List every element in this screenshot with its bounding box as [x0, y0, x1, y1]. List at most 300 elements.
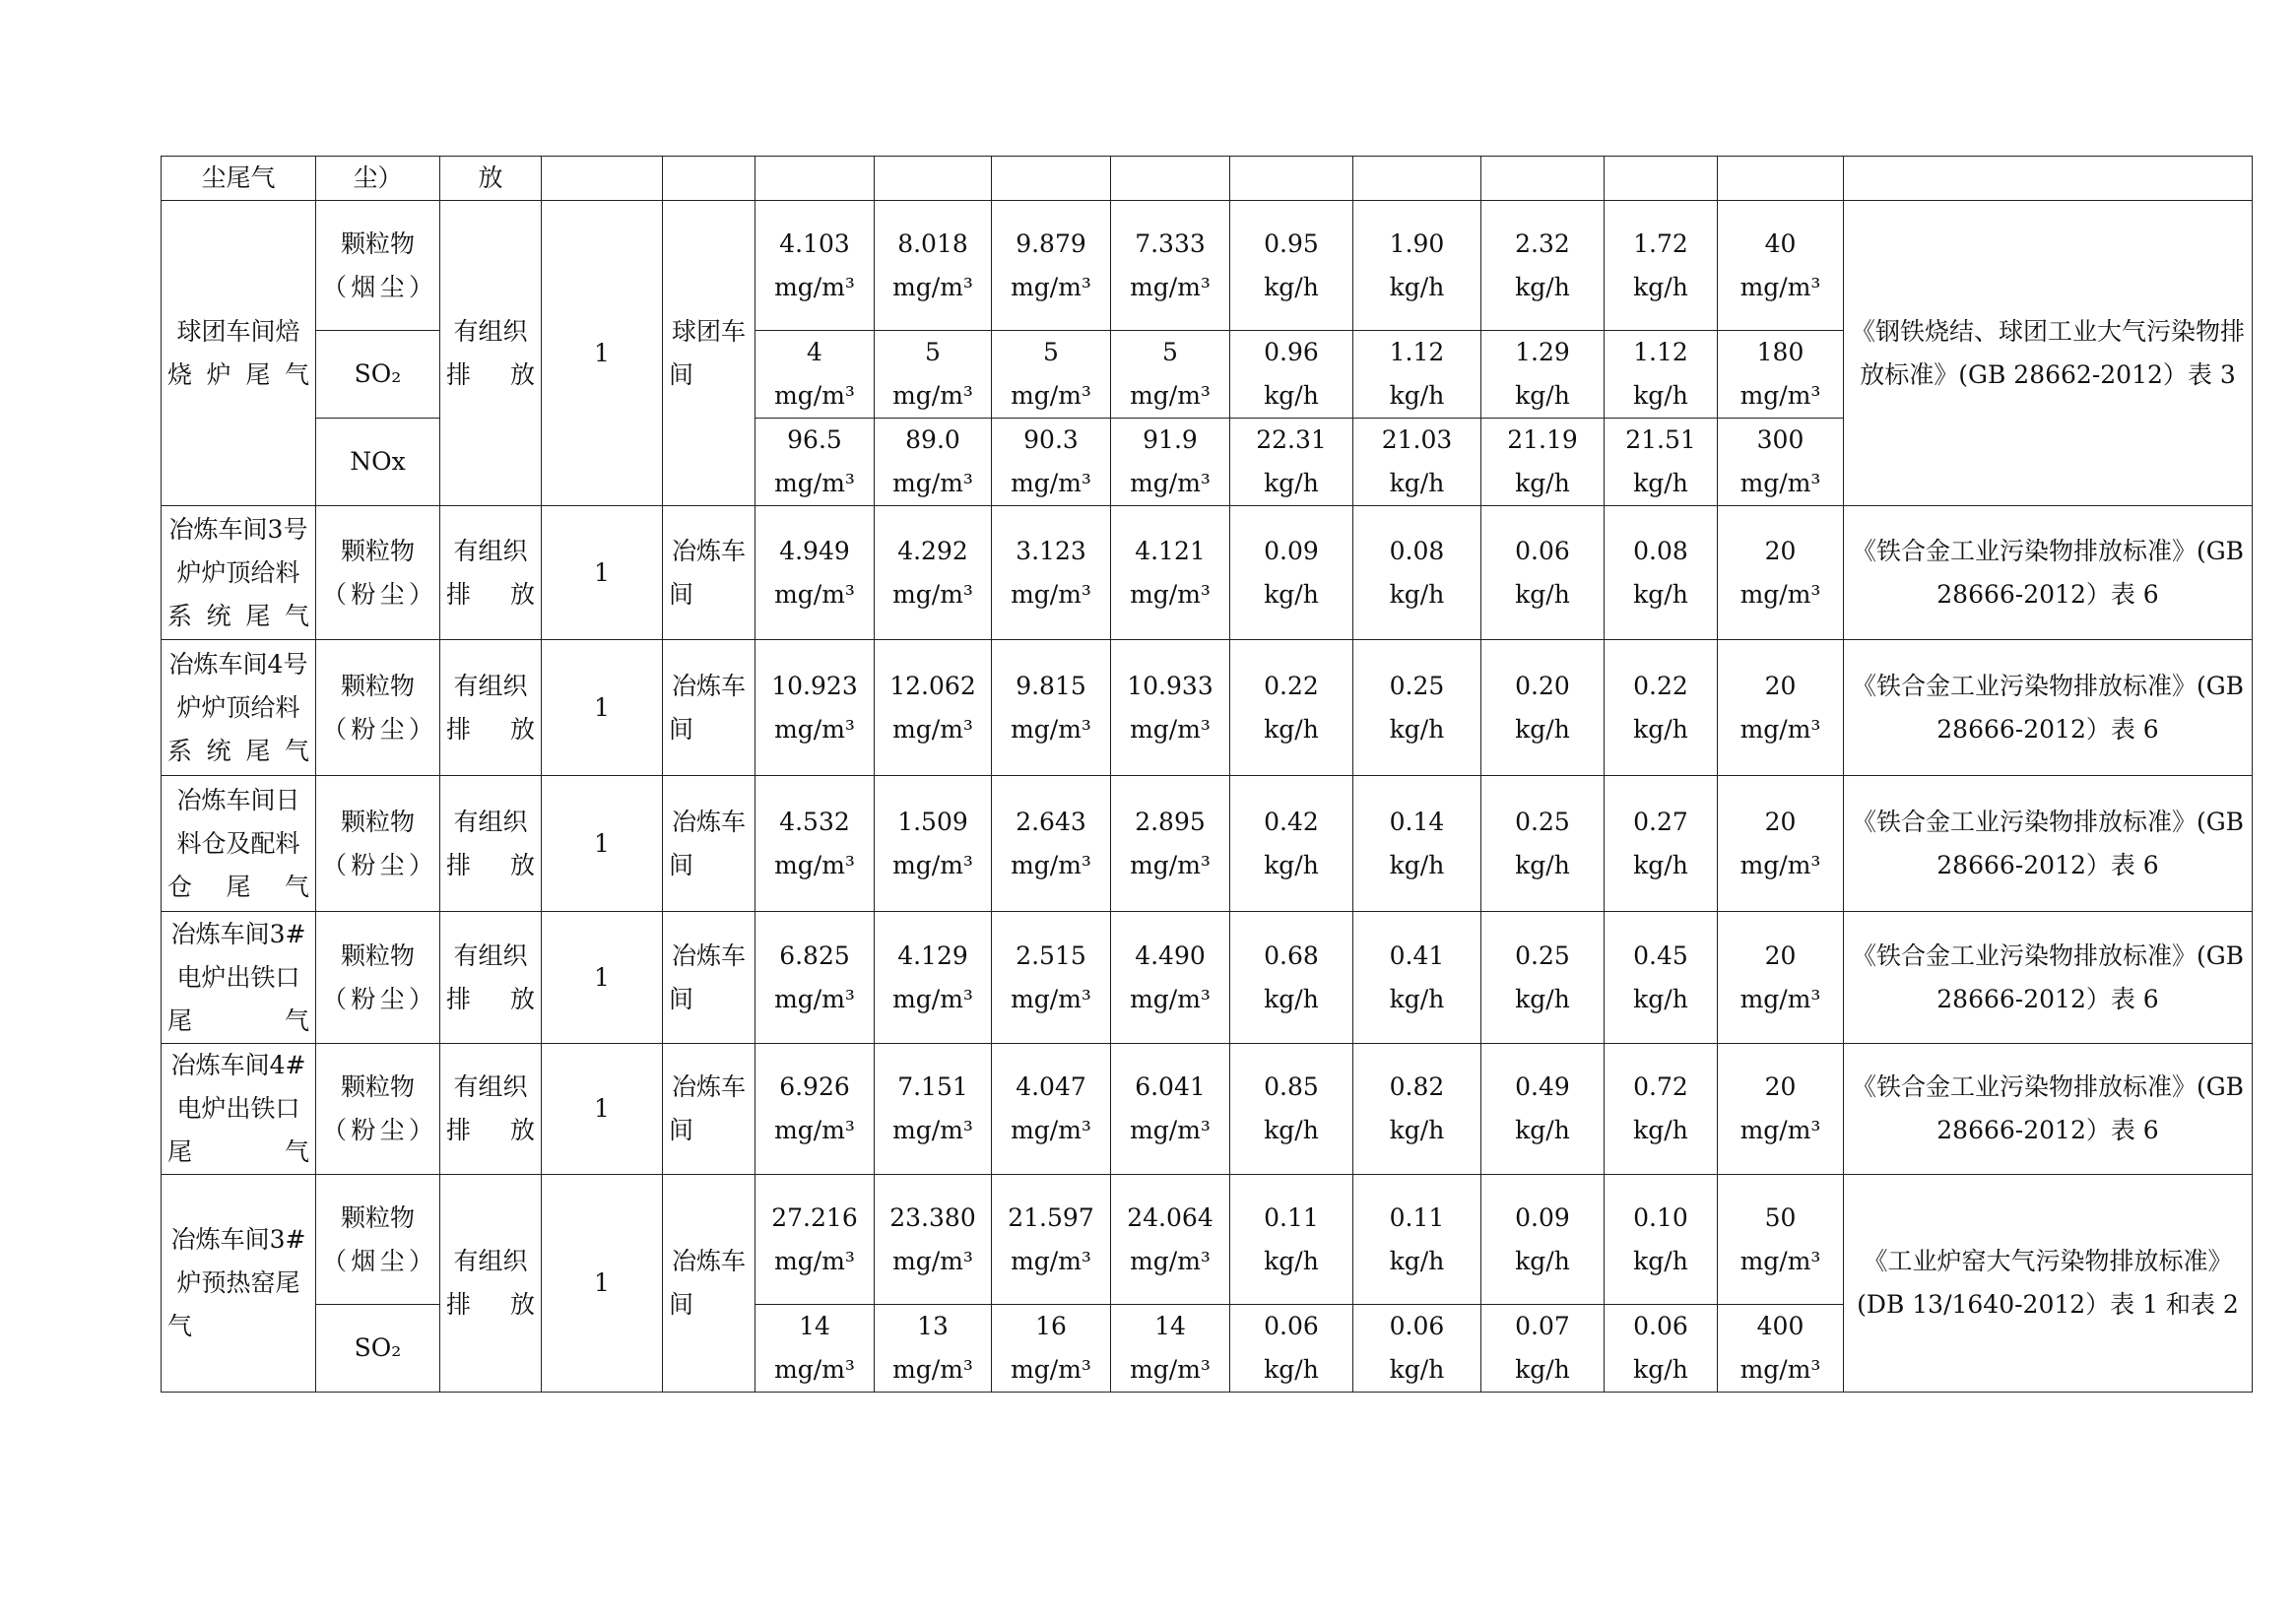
standard-cell: 《铁合金工业污染物排放标准》(GB 28666-2012）表 6	[1844, 912, 2253, 1044]
limit-cell-value: 20	[1764, 807, 1797, 836]
table-row	[162, 506, 2253, 640]
concentration-cell-unit: mg/m³	[892, 1116, 973, 1144]
emission-rate-cell-unit: kg/h	[1633, 272, 1688, 301]
concentration-cell	[1111, 1305, 1230, 1393]
limit-cell	[1718, 506, 1844, 640]
emission-rate-cell	[1230, 776, 1353, 912]
concentration-cell	[992, 1175, 1111, 1305]
limit-cell	[1718, 419, 1844, 506]
concentration-cell-unit: mg/m³	[892, 272, 973, 301]
concentration-cell-unit: mg/m³	[774, 579, 855, 609]
concentration-cell-value: 14	[799, 1312, 830, 1340]
concentration-cell-value: 4	[807, 338, 822, 366]
emission-rate-cell-value: 0.06	[1515, 536, 1570, 565]
continued-emission-cell: 放	[440, 157, 542, 201]
emission-rate-cell	[1605, 776, 1718, 912]
concentration-cell-value: 27.216	[771, 1202, 858, 1232]
emission-rate-cell-value: 1.12	[1633, 338, 1688, 366]
concentration-cell	[755, 776, 875, 912]
concentration-cell-value: 10.923	[771, 671, 858, 700]
emission-rate-cell-unit: kg/h	[1264, 1246, 1319, 1275]
emission-rate-cell	[1230, 331, 1353, 419]
source-name-cell: 冶炼车间3号炉炉顶给料系统尾气	[162, 506, 316, 640]
emission-rate-cell	[1230, 1175, 1353, 1305]
table-row	[162, 640, 2253, 776]
concentration-cell	[875, 419, 992, 506]
emission-rate-cell	[1481, 1175, 1605, 1305]
concentration-cell-value: 7.151	[897, 1072, 968, 1101]
emission-rate-cell-value: 21.03	[1381, 425, 1453, 454]
concentration-cell	[992, 506, 1111, 640]
emission-rate-cell-value: 0.22	[1264, 671, 1319, 700]
concentration-cell-value: 4.129	[897, 940, 968, 970]
emission-rate-cell	[1353, 506, 1481, 640]
emission-rate-cell	[1605, 1175, 1718, 1305]
source-name-cell: 冶炼车间4#电炉出铁口尾气	[162, 1044, 316, 1175]
emission-rate-cell-unit: kg/h	[1515, 579, 1570, 609]
emission-rate-cell-unit: kg/h	[1264, 850, 1319, 879]
emission-rate-cell	[1353, 1305, 1481, 1393]
concentration-cell-value: 4.949	[779, 536, 850, 565]
concentration-cell	[875, 912, 992, 1044]
concentration-cell-value: 9.879	[1016, 228, 1086, 258]
concentration-cell	[1111, 506, 1230, 640]
concentration-cell-unit: mg/m³	[774, 1116, 855, 1144]
emission-rate-cell-value: 0.20	[1515, 671, 1570, 700]
emission-rate-cell	[1481, 912, 1605, 1044]
concentration-cell-unit: mg/m³	[774, 381, 855, 410]
concentration-cell-unit: mg/m³	[1011, 381, 1091, 410]
concentration-cell-unit: mg/m³	[892, 714, 973, 744]
concentration-cell-unit: mg/m³	[774, 714, 855, 744]
concentration-cell-value: 2.643	[1016, 807, 1086, 836]
source-name-cell: 冶炼车间3#炉预热窑尾气	[162, 1175, 316, 1393]
emission-rate-cell-unit: kg/h	[1264, 381, 1319, 410]
emission-rate-cell-unit: kg/h	[1515, 272, 1570, 301]
emission-type-cell: 有组织排放	[440, 506, 542, 640]
outlet-count-cell: 1	[542, 201, 663, 506]
concentration-cell-value: 24.064	[1127, 1202, 1214, 1232]
emission-rate-cell-unit: kg/h	[1389, 1246, 1445, 1275]
concentration-cell-value: 5	[1162, 338, 1178, 366]
emission-rate-cell-unit: kg/h	[1389, 984, 1445, 1013]
outlet-count-cell: 1	[542, 1175, 663, 1393]
concentration-cell-unit: mg/m³	[774, 272, 855, 301]
emission-rate-cell-value: 22.31	[1256, 425, 1327, 454]
pollutant-cell: 颗粒物（烟尘）	[316, 1175, 440, 1305]
emission-rate-cell-unit: kg/h	[1515, 469, 1570, 497]
empty-cell	[1718, 157, 1844, 201]
emission-rate-cell	[1481, 419, 1605, 506]
concentration-cell-unit: mg/m³	[1011, 1246, 1091, 1275]
concentration-cell-value: 12.062	[889, 671, 976, 700]
emission-rate-cell-value: 0.82	[1389, 1072, 1445, 1101]
concentration-cell-value: 6.825	[779, 940, 850, 970]
empty-cell	[1481, 157, 1605, 201]
emission-type-cell: 有组织排放	[440, 1175, 542, 1393]
emission-rate-cell-unit: kg/h	[1515, 1355, 1570, 1384]
emission-rate-cell	[1353, 201, 1481, 331]
concentration-cell	[875, 1175, 992, 1305]
emission-rate-cell-value: 0.10	[1633, 1202, 1688, 1232]
emission-type-cell: 有组织排放	[440, 640, 542, 776]
emission-rate-cell	[1230, 640, 1353, 776]
concentration-cell	[875, 506, 992, 640]
limit-cell-value: 20	[1764, 940, 1797, 970]
concentration-cell-unit: mg/m³	[1130, 381, 1211, 410]
concentration-cell	[1111, 331, 1230, 419]
limit-cell-unit: mg/m³	[1739, 1246, 1821, 1275]
emission-rate-cell-value: 0.45	[1633, 940, 1688, 970]
emission-rate-cell-unit: kg/h	[1633, 1246, 1688, 1275]
concentration-cell	[1111, 640, 1230, 776]
emission-rate-cell-value: 0.27	[1633, 807, 1688, 836]
concentration-cell-value: 21.597	[1008, 1202, 1094, 1232]
emission-rate-cell	[1605, 506, 1718, 640]
limit-cell-value: 50	[1764, 1202, 1797, 1232]
concentration-cell-value: 13	[917, 1312, 949, 1340]
location-cell: 冶炼车间	[663, 640, 755, 776]
pollutant-cell: 颗粒物（粉尘）	[316, 1044, 440, 1175]
emission-rate-cell-value: 21.19	[1507, 425, 1578, 454]
emission-type-cell: 有组织排放	[440, 912, 542, 1044]
emission-rate-cell-value: 0.68	[1264, 940, 1319, 970]
concentration-cell	[755, 201, 875, 331]
concentration-cell-unit: mg/m³	[774, 984, 855, 1013]
emission-rate-cell	[1353, 776, 1481, 912]
pollutant-cell: 颗粒物（粉尘）	[316, 912, 440, 1044]
emission-rate-cell-unit: kg/h	[1633, 469, 1688, 497]
concentration-cell-value: 1.509	[897, 807, 968, 836]
emission-rate-cell-value: 0.41	[1389, 940, 1445, 970]
empty-cell	[1353, 157, 1481, 201]
limit-cell-value: 40	[1764, 228, 1797, 258]
emission-rate-cell	[1353, 331, 1481, 419]
table-row-continued	[162, 157, 2253, 201]
emission-rate-cell	[1481, 331, 1605, 419]
empty-cell	[542, 157, 663, 201]
concentration-cell-value: 96.5	[787, 425, 842, 454]
concentration-cell-value: 6.041	[1135, 1072, 1206, 1101]
emission-rate-cell-unit: kg/h	[1389, 469, 1445, 497]
concentration-cell-unit: mg/m³	[892, 469, 973, 497]
concentration-cell-unit: mg/m³	[892, 381, 973, 410]
concentration-cell-unit: mg/m³	[892, 1246, 973, 1275]
limit-cell	[1718, 640, 1844, 776]
emission-rate-cell	[1605, 1305, 1718, 1393]
concentration-cell	[992, 1305, 1111, 1393]
limit-cell-unit: mg/m³	[1739, 1116, 1821, 1144]
emission-rate-cell	[1605, 640, 1718, 776]
concentration-cell-value: 4.292	[897, 536, 968, 565]
concentration-cell	[992, 776, 1111, 912]
emission-rate-cell-value: 0.08	[1389, 536, 1445, 565]
concentration-cell	[1111, 419, 1230, 506]
limit-cell-unit: mg/m³	[1739, 984, 1821, 1013]
pollutant-cell: 颗粒物（粉尘）	[316, 506, 440, 640]
concentration-cell-unit: mg/m³	[1011, 984, 1091, 1013]
emission-rate-cell-unit: kg/h	[1515, 1246, 1570, 1275]
emission-rate-cell-unit: kg/h	[1389, 579, 1445, 609]
emission-rate-cell-value: 0.25	[1515, 940, 1570, 970]
limit-cell-value: 180	[1756, 338, 1804, 366]
emission-rate-cell-value: 0.49	[1515, 1072, 1570, 1101]
emission-rate-cell	[1353, 1044, 1481, 1175]
concentration-cell-unit: mg/m³	[1130, 579, 1211, 609]
emission-rate-cell	[1353, 419, 1481, 506]
emission-rate-cell-value: 0.06	[1264, 1312, 1319, 1340]
location-cell: 冶炼车间	[663, 776, 755, 912]
emission-rate-cell-unit: kg/h	[1515, 984, 1570, 1013]
concentration-cell-value: 4.047	[1016, 1072, 1086, 1101]
emission-rate-cell-unit: kg/h	[1264, 469, 1319, 497]
concentration-cell-unit: mg/m³	[1011, 1355, 1091, 1384]
outlet-count-cell: 1	[542, 506, 663, 640]
emission-rate-cell-unit: kg/h	[1264, 579, 1319, 609]
concentration-cell-value: 5	[1043, 338, 1059, 366]
location-cell: 冶炼车间	[663, 1044, 755, 1175]
emission-rate-cell-unit: kg/h	[1389, 1116, 1445, 1144]
empty-cell	[1844, 157, 2253, 201]
standard-cell: 《铁合金工业污染物排放标准》(GB 28666-2012）表 6	[1844, 1044, 2253, 1175]
source-name-cell: 冶炼车间3#电炉出铁口尾气	[162, 912, 316, 1044]
concentration-cell	[875, 1305, 992, 1393]
emission-rate-cell-unit: kg/h	[1264, 984, 1319, 1013]
concentration-cell	[992, 201, 1111, 331]
concentration-cell	[875, 640, 992, 776]
limit-cell-value: 20	[1764, 671, 1797, 700]
empty-cell	[992, 157, 1111, 201]
concentration-cell-unit: mg/m³	[1130, 850, 1211, 879]
concentration-cell-value: 4.532	[779, 807, 850, 836]
limit-cell	[1718, 201, 1844, 331]
emission-rate-cell-value: 0.96	[1264, 338, 1319, 366]
emission-rate-cell-value: 1.72	[1633, 228, 1688, 258]
concentration-cell-value: 4.490	[1135, 940, 1206, 970]
emission-rate-cell-unit: kg/h	[1515, 850, 1570, 879]
concentration-cell	[875, 1044, 992, 1175]
continued-source-cell: 尘尾气	[162, 157, 316, 201]
emission-rate-cell-value: 0.22	[1633, 671, 1688, 700]
table-row	[162, 912, 2253, 1044]
emission-rate-cell	[1481, 506, 1605, 640]
concentration-cell	[755, 1175, 875, 1305]
concentration-cell-value: 16	[1035, 1312, 1067, 1340]
concentration-cell-unit: mg/m³	[774, 850, 855, 879]
emission-rate-cell	[1230, 1305, 1353, 1393]
empty-cell	[755, 157, 875, 201]
limit-cell	[1718, 1044, 1844, 1175]
concentration-cell	[755, 912, 875, 1044]
emission-rate-cell	[1230, 419, 1353, 506]
limit-cell-unit: mg/m³	[1739, 272, 1821, 301]
concentration-cell	[992, 912, 1111, 1044]
limit-cell-unit: mg/m³	[1739, 1355, 1821, 1384]
concentration-cell-unit: mg/m³	[1130, 469, 1211, 497]
emission-rate-cell-unit: kg/h	[1633, 850, 1688, 879]
concentration-cell-value: 7.333	[1135, 228, 1206, 258]
emission-rate-cell	[1230, 1044, 1353, 1175]
emission-rate-cell-value: 1.12	[1389, 338, 1445, 366]
emission-rate-cell-unit: kg/h	[1389, 381, 1445, 410]
limit-cell	[1718, 776, 1844, 912]
concentration-cell-unit: mg/m³	[1130, 1116, 1211, 1144]
location-cell: 冶炼车间	[663, 506, 755, 640]
limit-cell-value: 20	[1764, 536, 1797, 565]
concentration-cell-unit: mg/m³	[1011, 1116, 1091, 1144]
concentration-cell	[755, 331, 875, 419]
emission-rate-cell-value: 0.72	[1633, 1072, 1688, 1101]
emission-rate-cell-value: 0.14	[1389, 807, 1445, 836]
limit-cell-unit: mg/m³	[1739, 579, 1821, 609]
concentration-cell-unit: mg/m³	[1130, 714, 1211, 744]
limit-cell-unit: mg/m³	[1739, 469, 1821, 497]
table-row	[162, 201, 2253, 331]
pollutant-cell: 颗粒物（烟尘）	[316, 201, 440, 331]
pollutant-cell: SO₂	[316, 331, 440, 419]
concentration-cell-value: 90.3	[1023, 425, 1079, 454]
concentration-cell-value: 2.895	[1135, 807, 1206, 836]
limit-cell-value: 400	[1756, 1312, 1804, 1340]
concentration-cell-value: 3.123	[1016, 536, 1086, 565]
concentration-cell	[755, 1044, 875, 1175]
emission-rate-cell-value: 0.11	[1264, 1202, 1319, 1232]
emission-rate-cell-unit: kg/h	[1389, 714, 1445, 744]
location-cell: 冶炼车间	[663, 1175, 755, 1393]
empty-cell	[1605, 157, 1718, 201]
standard-cell: 《钢铁烧结、球团工业大气污染物排放标准》(GB 28662-2012）表 3	[1844, 201, 2253, 506]
table-row	[162, 776, 2253, 912]
limit-cell-value: 300	[1756, 425, 1804, 454]
outlet-count-cell: 1	[542, 1044, 663, 1175]
concentration-cell	[755, 506, 875, 640]
concentration-cell	[992, 640, 1111, 776]
emission-rate-cell-unit: kg/h	[1264, 272, 1319, 301]
emission-rate-cell	[1230, 912, 1353, 1044]
emission-rate-cell-value: 1.90	[1389, 228, 1445, 258]
standard-cell: 《铁合金工业污染物排放标准》(GB 28666-2012）表 6	[1844, 506, 2253, 640]
emission-rate-cell	[1481, 1305, 1605, 1393]
emission-rate-cell-unit: kg/h	[1633, 381, 1688, 410]
emission-rate-cell-value: 0.06	[1633, 1312, 1688, 1340]
table-body	[162, 157, 2253, 1393]
outlet-count-cell: 1	[542, 776, 663, 912]
limit-cell-unit: mg/m³	[1739, 850, 1821, 879]
emission-rate-cell-unit: kg/h	[1633, 714, 1688, 744]
emission-rate-cell	[1353, 912, 1481, 1044]
monitoring-table-page	[161, 156, 2253, 1393]
emission-rate-cell-value: 0.95	[1264, 228, 1319, 258]
source-name-cell: 冶炼车间4号炉炉顶给料系统尾气	[162, 640, 316, 776]
concentration-cell-value: 14	[1154, 1312, 1186, 1340]
concentration-cell	[1111, 776, 1230, 912]
location-cell: 冶炼车间	[663, 912, 755, 1044]
emission-type-cell: 有组织排放	[440, 1044, 542, 1175]
emission-monitoring-table	[161, 156, 2253, 1393]
source-name-cell: 冶炼车间日料仓及配料仓尾气	[162, 776, 316, 912]
standard-cell: 《铁合金工业污染物排放标准》(GB 28666-2012）表 6	[1844, 776, 2253, 912]
concentration-cell	[755, 640, 875, 776]
emission-rate-cell-value: 2.32	[1515, 228, 1570, 258]
limit-cell-unit: mg/m³	[1739, 381, 1821, 410]
concentration-cell-unit: mg/m³	[892, 984, 973, 1013]
emission-rate-cell	[1605, 912, 1718, 1044]
emission-rate-cell-value: 0.09	[1515, 1202, 1570, 1232]
emission-type-cell: 有组织排放	[440, 776, 542, 912]
emission-rate-cell	[1605, 331, 1718, 419]
limit-cell	[1718, 1305, 1844, 1393]
emission-rate-cell	[1481, 1044, 1605, 1175]
location-cell: 球团车间	[663, 201, 755, 506]
emission-rate-cell-unit: kg/h	[1515, 381, 1570, 410]
concentration-cell	[1111, 1044, 1230, 1175]
concentration-cell	[875, 331, 992, 419]
emission-rate-cell	[1481, 201, 1605, 331]
concentration-cell	[1111, 912, 1230, 1044]
concentration-cell-unit: mg/m³	[774, 469, 855, 497]
concentration-cell	[1111, 201, 1230, 331]
limit-cell	[1718, 1175, 1844, 1305]
emission-type-cell: 有组织排放	[440, 201, 542, 506]
concentration-cell	[992, 331, 1111, 419]
source-name-cell: 球团车间焙烧炉尾气	[162, 201, 316, 506]
emission-rate-cell-value: 0.08	[1633, 536, 1688, 565]
emission-rate-cell-unit: kg/h	[1633, 579, 1688, 609]
emission-rate-cell	[1353, 1175, 1481, 1305]
emission-rate-cell	[1230, 201, 1353, 331]
concentration-cell	[875, 201, 992, 331]
emission-rate-cell	[1481, 640, 1605, 776]
outlet-count-cell: 1	[542, 912, 663, 1044]
emission-rate-cell	[1481, 776, 1605, 912]
limit-cell-unit: mg/m³	[1739, 714, 1821, 744]
concentration-cell	[875, 776, 992, 912]
emission-rate-cell-value: 0.25	[1389, 671, 1445, 700]
emission-rate-cell	[1605, 201, 1718, 331]
emission-rate-cell-value: 0.06	[1389, 1312, 1445, 1340]
concentration-cell-value: 5	[925, 338, 941, 366]
pollutant-cell: SO₂	[316, 1305, 440, 1393]
concentration-cell-unit: mg/m³	[1011, 469, 1091, 497]
emission-rate-cell-value: 1.29	[1515, 338, 1570, 366]
empty-cell	[1230, 157, 1353, 201]
concentration-cell-value: 10.933	[1127, 671, 1214, 700]
concentration-cell-value: 4.103	[779, 228, 850, 258]
concentration-cell-unit: mg/m³	[892, 850, 973, 879]
emission-rate-cell-unit: kg/h	[1389, 850, 1445, 879]
concentration-cell-value: 2.515	[1016, 940, 1086, 970]
concentration-cell-value: 8.018	[897, 228, 968, 258]
concentration-cell	[992, 419, 1111, 506]
emission-rate-cell-unit: kg/h	[1389, 1355, 1445, 1384]
concentration-cell-unit: mg/m³	[774, 1246, 855, 1275]
concentration-cell	[992, 1044, 1111, 1175]
concentration-cell-value: 9.815	[1016, 671, 1086, 700]
concentration-cell	[755, 1305, 875, 1393]
empty-cell	[875, 157, 992, 201]
concentration-cell-unit: mg/m³	[774, 1355, 855, 1384]
concentration-cell-unit: mg/m³	[1130, 1355, 1211, 1384]
continued-pollutant-cell: 尘）	[316, 157, 440, 201]
standard-cell: 《铁合金工业污染物排放标准》(GB 28666-2012）表 6	[1844, 640, 2253, 776]
emission-rate-cell-unit: kg/h	[1389, 272, 1445, 301]
emission-rate-cell-value: 0.09	[1264, 536, 1319, 565]
concentration-cell-unit: mg/m³	[1011, 579, 1091, 609]
empty-cell	[663, 157, 755, 201]
concentration-cell-unit: mg/m³	[892, 1355, 973, 1384]
concentration-cell-value: 6.926	[779, 1072, 850, 1101]
emission-rate-cell-value: 0.42	[1264, 807, 1319, 836]
